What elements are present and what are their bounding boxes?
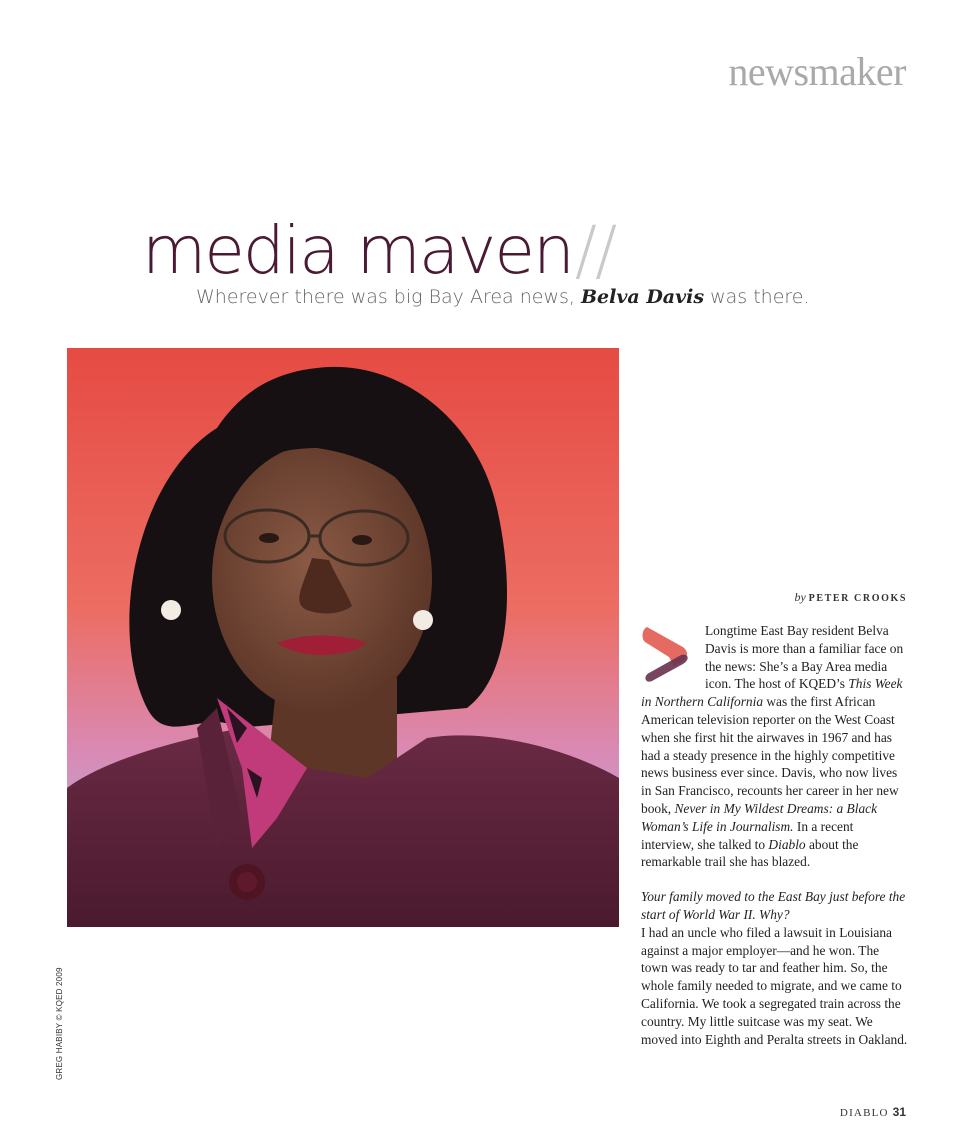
headline	[142, 206, 615, 296]
dek	[196, 286, 810, 308]
intro-text: Longtime East Bay resident Belva Davis is more than a familiar face on the news: She’s a Bay Area media icon. The host of KQED’s	[705, 623, 904, 692]
italic-title: This Week in Northern California	[641, 676, 903, 710]
page-number: 31	[892, 1105, 906, 1119]
headline-text: media maven	[142, 212, 573, 289]
folio-magazine: DIABLO	[839, 1107, 889, 1119]
intro-text: In a recent interview, she talked to	[641, 818, 854, 852]
italic-title: Diablo	[768, 836, 806, 852]
article-body	[641, 622, 909, 1048]
byline-by: by	[794, 590, 806, 604]
section-label: newsmaker	[728, 49, 906, 94]
byline	[795, 590, 907, 605]
interview-question: Your family moved to the East Bay just before the start of World War II. Why?	[641, 889, 906, 922]
byline-author: PETER CROOKS	[808, 593, 907, 604]
dek-before: Wherever there was big Bay Area news,	[196, 286, 581, 308]
intro-text: was the first African American television reporter on the West Coast when she first hit the airwaves in 1967 and has had a steady presence in the highly competitive news business ever since. Davis, who now lives in San Francisco, recounts her career in her new book,	[641, 694, 899, 816]
photo-credit: GREG HABIBY © KQED 2009	[55, 967, 64, 1080]
headline-slashes: //	[574, 212, 616, 289]
portrait-photo	[67, 348, 619, 927]
dek-name: Belva Davis	[580, 286, 705, 308]
chevron-icon	[641, 624, 697, 684]
intro-text: about the remarkable trail she has blazed.	[641, 836, 859, 870]
folio	[840, 1105, 906, 1119]
interview-answer: I had an uncle who filed a lawsuit in Louisiana against a major employer—and he won. The town was ready to tar and feather him. So, the whole family needed to migrate, and we came to California. We took a segregated train across the country. My little suitcase was my seat. We moved into Eighth and Peralta streets in Oakland.	[641, 924, 908, 1047]
dek-after: was there.	[704, 286, 810, 308]
italic-title: Never in My Wildest Dreams: a Black Woman’s Life in Journalism.	[641, 800, 878, 834]
